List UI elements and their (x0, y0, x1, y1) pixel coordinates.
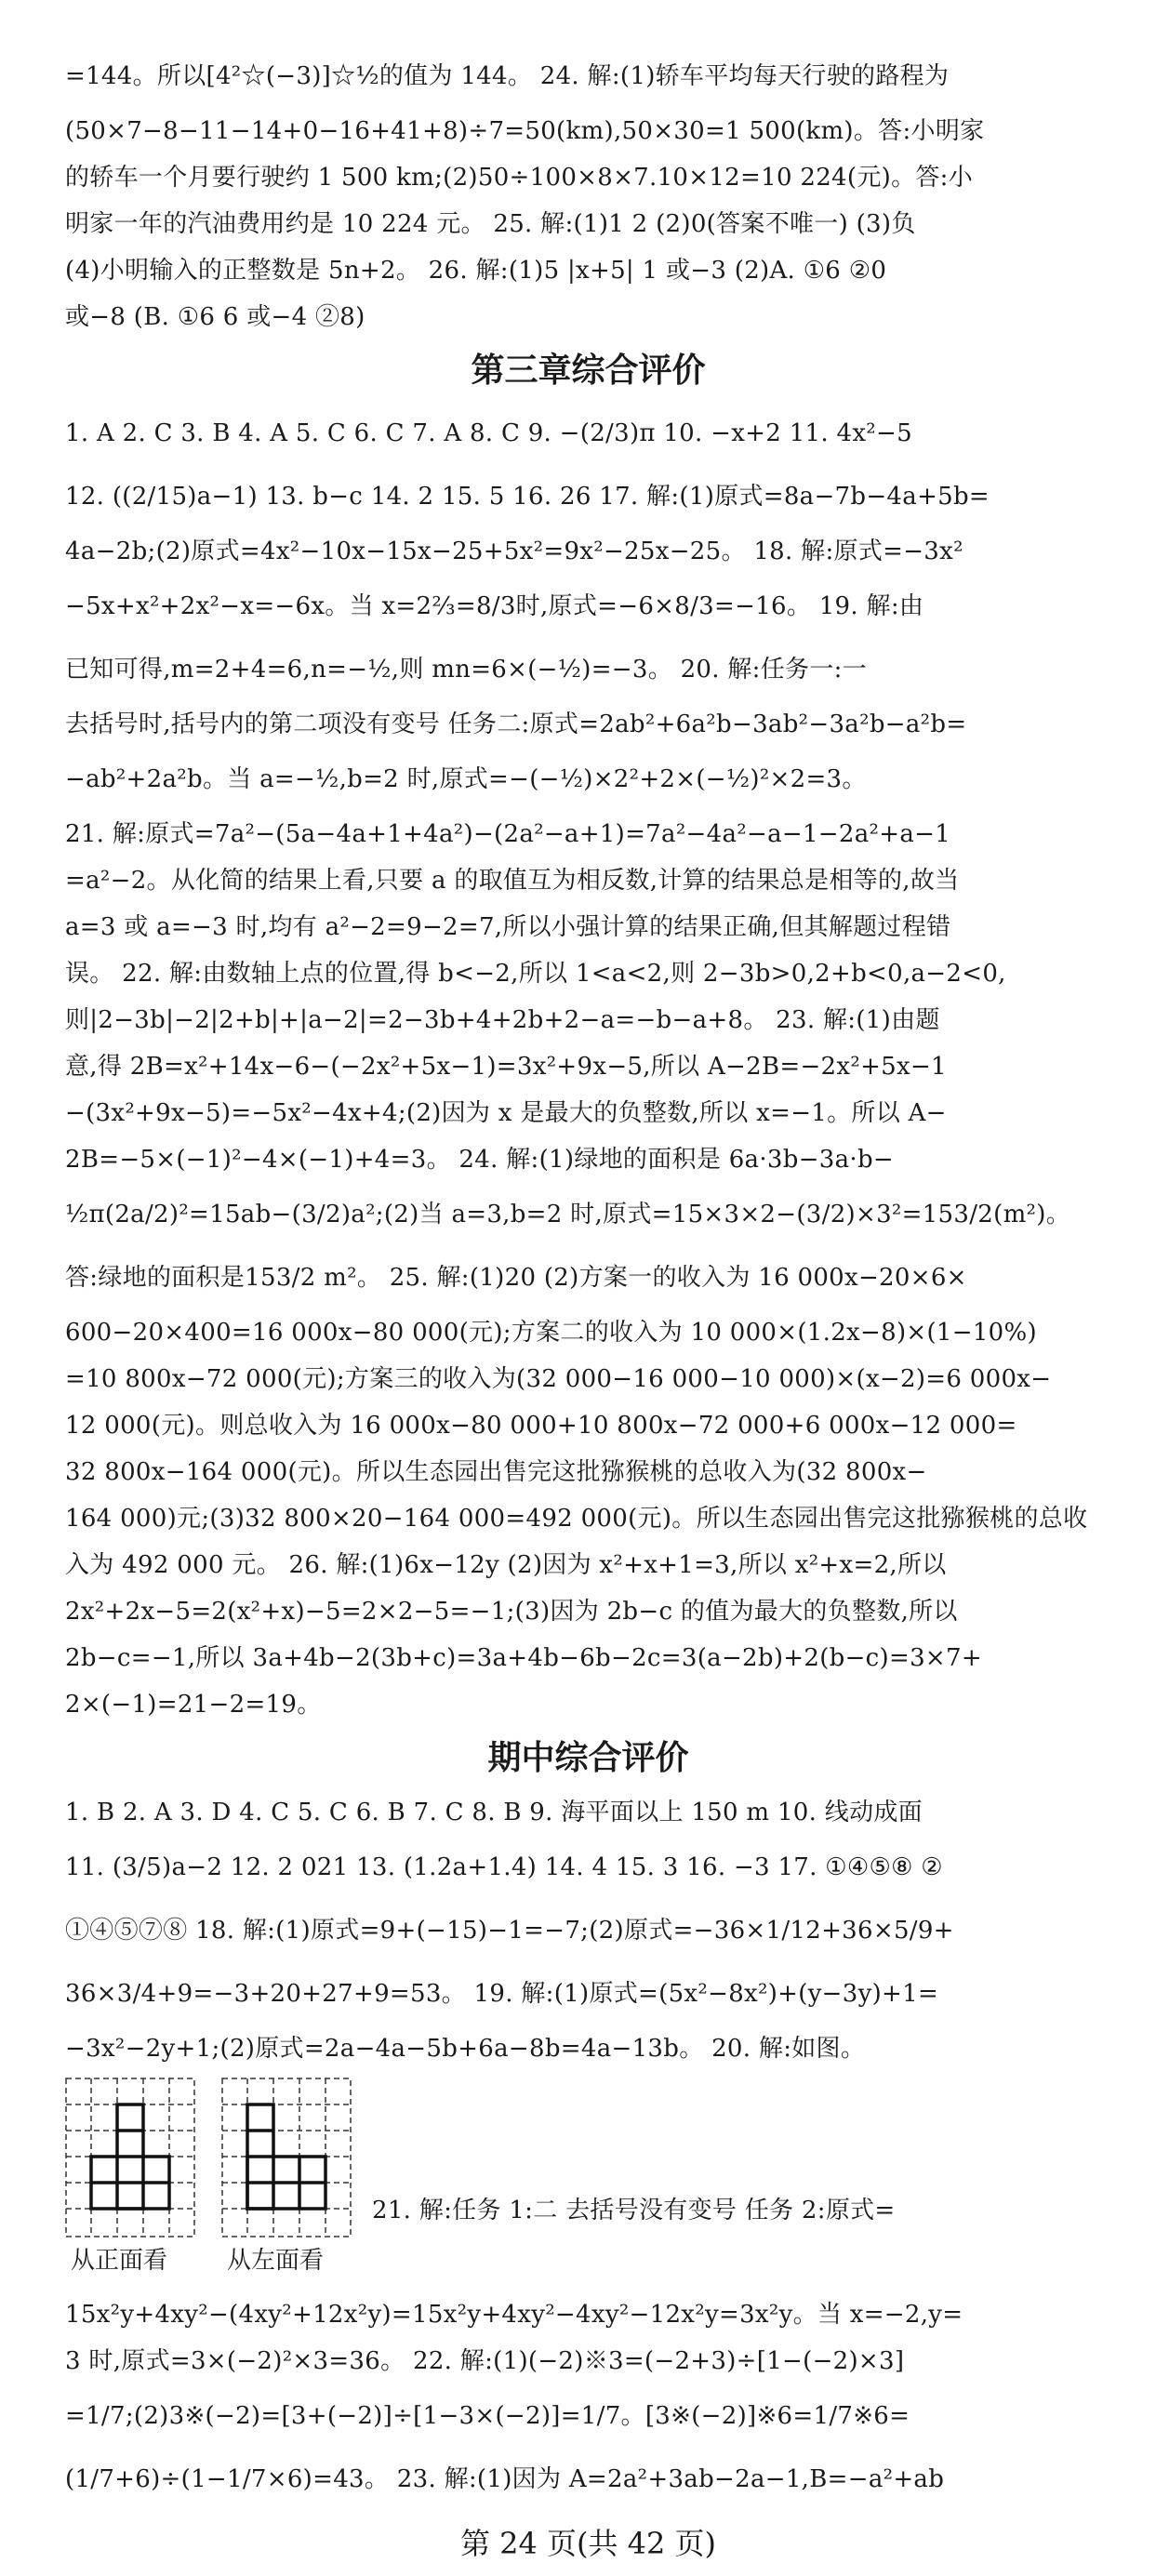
text-line: 32 800x−164 000(元)。所以生态园出售完这批猕猴桃的总收入为(32 800x− (65, 1458, 927, 1486)
text-line: 的轿车一个月要行驶约 1 500 km;(2)50÷100×8×7.10×12=10 224(元)。答:小 (65, 164, 974, 192)
text-line: 2B=−5×(−1)²−4×(−1)+4=3。 24. 解:(1)绿地的面积是 6a·3b−3a·b− (65, 1146, 895, 1174)
front-view-grid (65, 2078, 195, 2237)
front-view-label: 从正面看 (71, 2247, 168, 2275)
previous-answers-block (65, 45, 1111, 340)
text-line: 11. (3/5)a−2 12. 2 021 13. (1.2a+1.4) 14. 4 15. 3 16. −3 17. ①④⑤⑧ ② (65, 1853, 943, 1881)
text-line: 12. ((2/15)a−1) 13. b−c 14. 2 15. 5 16. 26 17. 解:(1)原式=8a−7b−4a+5b= (65, 483, 990, 511)
text-line: 答:绿地的面积是153/2 m²。 25. 解:(1)20 (2)方案一的收入为 16 000x−20×6× (65, 1264, 967, 1292)
text-line: 则|2−3b|−2|2+b|+|a−2|=2−3b+4+2b+2−a=−b−a+8。 23. 解:(1)由题 (65, 1006, 940, 1034)
text-line: 意,得 2B=x²+14x−6−(−2x²+5x−1)=3x²+9x−5,所以 A−2B=−2x²+5x−1 (65, 1053, 947, 1081)
midterm-answers-block-b (65, 2291, 1111, 2511)
text-line: 21. 解:任务 1:二 去括号没有变号 任务 2:原式= (372, 2197, 896, 2224)
text-line: −3x²−2y+1;(2)原式=2a−4a−5b+6a−8b=4a−13b。 20. 解:如图。 (65, 2035, 866, 2063)
text-line: 误。 22. 解:由数轴上点的位置,得 b<−2,所以 1<a<2,则 2−3b>0,2+b<0,a−2<0, (65, 960, 1006, 988)
text-line: 1. A 2. C 3. B 4. A 5. C 6. C 7. A 8. C 9. −(2/3)π 10. −x+2 11. 4x²−5 (65, 419, 912, 447)
text-line: −(3x²+9x−5)=−5x²−4x+4;(2)因为 x 是最大的负整数,所以 x=−1。所以 A− (65, 1099, 947, 1127)
text-line: 164 000)元;(3)32 800×20−164 000=492 000(元)。所以生态园出售完这批猕猴桃的总收 (65, 1505, 1088, 1533)
text-line: −5x+x²+2x²−x=−6x。当 x=2⅔=8/3时,原式=−6×8/3=−16。 19. 解:由 (65, 592, 924, 620)
text-line: 3 时,原式=3×(−2)²×3=36。 22. 解:(1)(−2)※3=(−2+3)÷[1−(−2)×3] (65, 2347, 905, 2375)
text-line: 2x²+2x−5=2(x²+x)−5=2×2−5=−1;(3)因为 2b−c 的值为最大的负整数,所以 (65, 1598, 958, 1626)
left-view-label: 从左面看 (227, 2247, 325, 2275)
text-line: 入为 492 000 元。 26. 解:(1)6x−12y (2)因为 x²+x+1=3,所以 x²+x=2,所以 (65, 1551, 947, 1579)
text-line: 去括号时,括号内的第二项没有变号 任务二:原式=2ab²+6a²b−3ab²−3a²b−a²b= (65, 710, 967, 738)
chapter-3-answers-block (65, 402, 1111, 1728)
midterm-heading: 期中综合评价 (487, 1739, 689, 1777)
text-line: =a²−2。从化简的结果上看,只要 a 的取值互为相反数,计算的结果总是相等的,故当 (65, 867, 960, 895)
text-line: (4)小明输入的正整数是 5n+2。 26. 解:(1)5 |x+5| 1 或−3 (2)A. ①6 ②0 (65, 257, 887, 285)
front-view-drawing (65, 2078, 195, 2237)
text-line: a=3 或 a=−3 时,均有 a²−2=9−2=7,所以小强计算的结果正确,但其解题过程错 (65, 913, 951, 941)
text-line: 2×(−1)=21−2=19。 (65, 1691, 322, 1719)
grid-side-text (372, 2072, 1111, 2234)
text-line: (1/7+6)÷(1−1/7×6)=43。 23. 解:(1)因为 A=2a²+3ab−2a−1,B=−a²+ab (65, 2465, 945, 2493)
text-line: 15x²y+4xy²−(4xy²+12x²y)=15x²y+4xy²−4xy²−12x²y=3x²y。当 x=−2,y= (65, 2301, 963, 2329)
text-line: =10 800x−72 000(元);方案三的收入为(32 000−16 000−10 000)×(x−2)=6 000x− (65, 1365, 1052, 1393)
text-line: 1. B 2. A 3. D 4. C 5. C 6. B 7. C 8. B 9. 海平面以上 150 m 10. 线动成面 (65, 1799, 923, 1826)
three-views-row (65, 2072, 1111, 2291)
text-line: =1/7;(2)3※(−2)=[3+(−2)]÷[1−3×(−2)]=1/7。[3※(−2)]※6=1/7※6= (65, 2402, 910, 2430)
text-line: 600−20×400=16 000x−80 000(元);方案二的收入为 10 000×(1.2x−8)×(1−10%) (65, 1319, 1037, 1347)
text-line: 已知可得,m=2+4=6,n=−½,则 mn=6×(−½)=−3。 20. 解:任务一:一 (65, 656, 868, 684)
text-line: (50×7−8−11−14+0−16+41+8)÷7=50(km),50×30=1 500(km)。答:小明家 (65, 117, 985, 145)
text-line: ½π(2a/2)²=15ab−(3/2)a²;(2)当 a=3,b=2 时,原式=15×3×2−(3/2)×3²=153/2(m²)。 (65, 1201, 1071, 1228)
text-line: 明家一年的汽油费用约是 10 224 元。 25. 解:(1)1 2 (2)0(答案不唯一) (3)负 (65, 210, 916, 238)
text-line: =144。所以[4²☆(−3)]☆½的值为 144。 24. 解:(1)轿车平均每天行驶的路程为 (65, 62, 950, 90)
text-line: 或−8 (B. ①6 6 或−4 ②8) (65, 303, 365, 331)
text-line: 2b−c=−1,所以 3a+4b−2(3b+c)=3a+4b−6b−2c=3(a−2b)+2(b−c)=3×7+ (65, 1644, 982, 1672)
left-view-grid (221, 2078, 352, 2237)
text-line: 21. 解:原式=7a²−(5a−4a+1+4a²)−(2a²−a+1)=7a²−4a²−a−1−2a²+a−1 (65, 820, 951, 848)
text-line: 12 000(元)。则总收入为 16 000x−80 000+10 800x−72 000+6 000x−12 000= (65, 1412, 1017, 1440)
text-line: ①④⑤⑦⑧ 18. 解:(1)原式=9+(−15)−1=−7;(2)原式=−36×1/12+36×5/9+ (65, 1917, 954, 1945)
text-line: 36×3/4+9=−3+20+27+9=53。 19. 解:(1)原式=(5x²−8x²)+(y−3y)+1= (65, 1980, 939, 2008)
text-line: 4a−2b;(2)原式=4x²−10x−15x−25+5x²=9x²−25x−25。 18. 解:原式=−3x² (65, 538, 963, 565)
chapter-3-heading: 第三章综合评价 (471, 352, 706, 390)
page-number-footer: 第 24 页(共 42 页) (459, 2526, 717, 2561)
midterm-answers-block-a (65, 1789, 1111, 2072)
left-view-drawing (221, 2078, 352, 2237)
text-line: −ab²+2a²b。当 a=−½,b=2 时,原式=−(−½)×2²+2×(−½)²×2=3。 (65, 765, 867, 793)
